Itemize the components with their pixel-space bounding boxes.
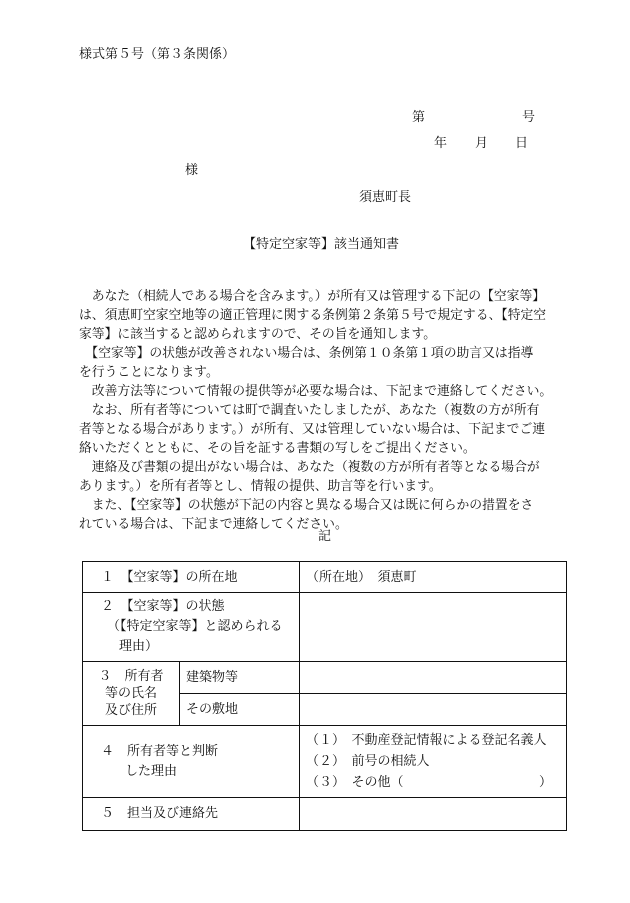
condition-label: ２ 【空家等】の状態 — [101, 599, 225, 614]
body-line: また、【空家等】の状態が下記の内容と異なる場合又は既に何らかの措置をさ — [79, 498, 534, 513]
table-row-contact — [83, 798, 567, 831]
body-line: 絡いただくとともに、その旨を証する書類の写しをご提出ください。 — [79, 441, 476, 456]
form-number: 様式第５号（第３条関係） — [79, 47, 236, 62]
reason-label-line2: した理由 — [125, 763, 178, 779]
building-value — [300, 662, 567, 694]
addressee-sama: 様 — [185, 163, 199, 178]
contact-label: ５ 担当及び連絡先 — [101, 806, 219, 821]
body-line: なお、所有者等については町で調査いたしましたが、あなた（複数の方が所有 — [79, 403, 540, 418]
owner-label-line3: 及び住所 — [104, 703, 157, 718]
details-table — [82, 561, 567, 831]
date-month: 月 — [475, 136, 489, 151]
condition-value — [300, 593, 567, 662]
condition-sublabel-reason: 理由） — [119, 639, 159, 654]
date-day: 日 — [515, 136, 529, 151]
ki-heading: 記 — [318, 529, 332, 544]
contact-value — [300, 798, 567, 831]
body-line: は、須恵町空家空地等の適正管理に関する条例第２条第５号で規定する、【特定空 — [79, 308, 547, 323]
table-row-condition — [83, 593, 567, 662]
owner-label-line2: 等の氏名 — [104, 686, 157, 701]
sender-mayor: 須恵町長 — [359, 190, 412, 205]
body-line: あなた（相続人である場合を含みます。）が所有又は管理する下記の【空家等】 — [79, 289, 546, 304]
body-line: れている場合は、下記まで連絡してください。 — [79, 517, 348, 532]
doc-number-dai: 第 — [412, 110, 426, 125]
doc-number-go: 号 — [522, 110, 536, 125]
body-line: を行うことになります。 — [79, 365, 219, 380]
reason-option-2: （２） 前号の相続人 — [306, 754, 430, 769]
table-row-location — [83, 562, 567, 593]
condition-sublabel: （【特定空家等】と認められる — [107, 619, 283, 634]
land-label: その敷地 — [180, 694, 300, 726]
owner-label: ３ 所有者 — [98, 669, 164, 684]
building-label: 建築物等 — [180, 662, 300, 694]
table-row-owner-building — [83, 662, 567, 694]
reason-option-3-row — [306, 772, 560, 793]
body-line: あります。）を所有者等とし、情報の提供、助言等を行います。 — [79, 479, 442, 494]
body-line: 【空家等】の状態が改善されない場合は、条例第１０条第１項の助言又は指導 — [79, 346, 534, 361]
body-text — [79, 287, 599, 534]
body-line: 家等】に該当すると認められますので、その旨を通知します。 — [79, 327, 437, 342]
reason-option-3-close: ） — [538, 775, 552, 790]
location-value: （所在地） 須恵町 — [300, 562, 567, 593]
body-line: 連絡及び書類の提出がない場合は、あなた（複数の方が所有者等となる場合が — [79, 460, 540, 475]
document-title: 【特定空家等】該当通知書 — [243, 237, 400, 252]
reason-option-3: （３） その他（ — [306, 775, 404, 790]
reason-label: ４ 所有者等と判断 — [101, 743, 219, 759]
reason-option-1: （１） 不動産登記情報による登記名義人 — [306, 733, 547, 748]
location-label: １ 【空家等】の所在地 — [101, 570, 238, 585]
table-row-reason — [83, 726, 567, 798]
body-line: 者等となる場合があります。）が所有、又は管理していない場合は、下記までご連 — [79, 422, 546, 437]
body-line: 改善方法等について情報の提供等が必要な場合は、下記まで連絡してください。 — [79, 384, 553, 399]
date-year: 年 — [434, 136, 448, 151]
land-value — [300, 694, 567, 726]
